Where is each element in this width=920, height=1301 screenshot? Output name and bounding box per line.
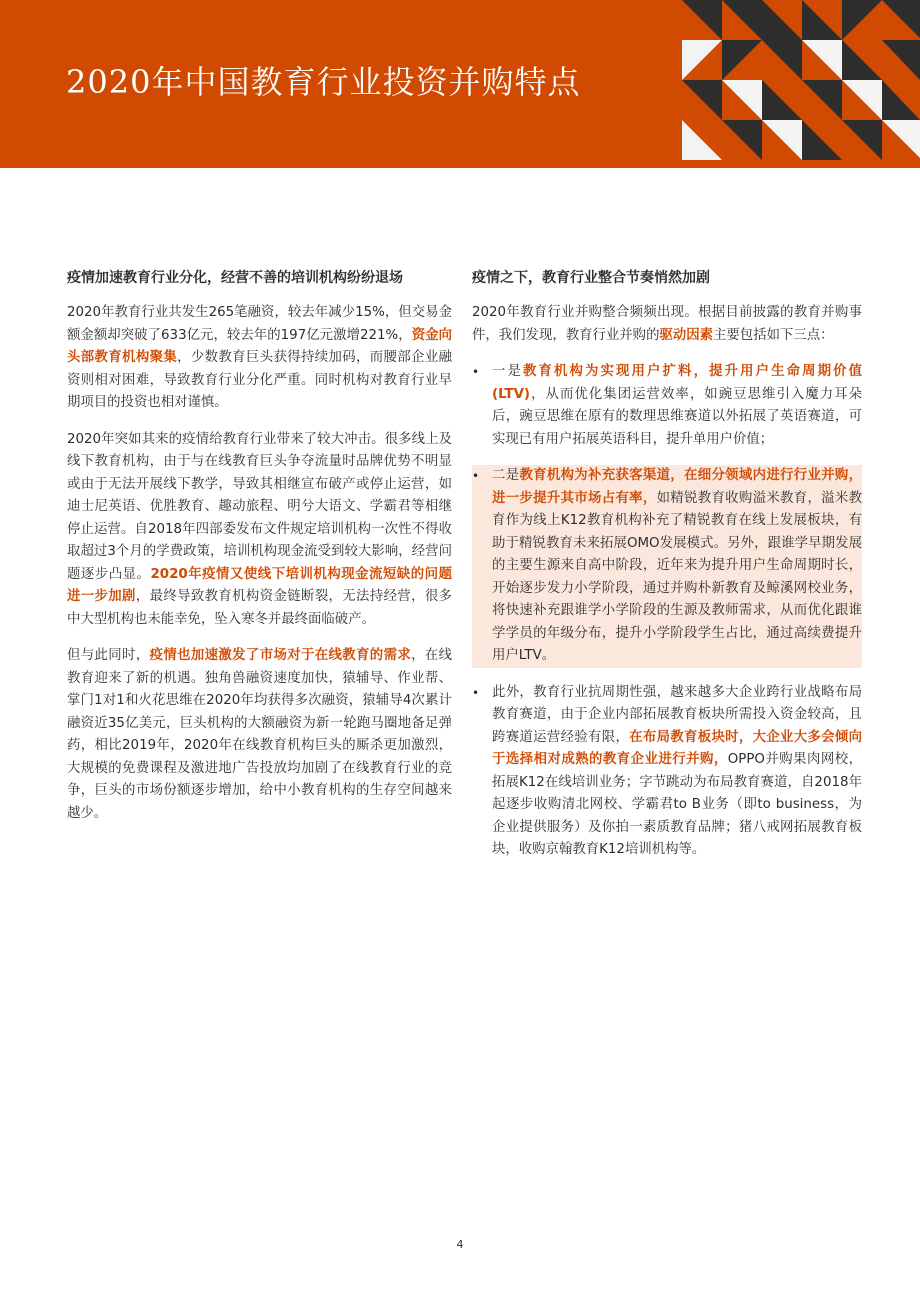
text: ，在线教育迎来了新的机遇。独角兽融资速度加快，猿辅导、作业帮、掌门1对1和火花思维在2020年均获得多次融资，猿辅导4次累计融资近35亿美元，巨头机构的大额融资为新一轮跑马圈地备足弹药，相比2019年，2020年在线教育机构巨头的厮杀更加激烈，大规模的免费课程及激进地广告投放均加剧了在线教育行业的竞争，巨头的市场份额逐步增加，给中小教育机构的生存空间越来越少。: [67, 648, 453, 821]
text: 此外，教育行业抗周期性强，越来越多大企业跨行业战略布局教育赛道，由于企业内部拓展教育板块所需投入资金较高，且跨赛道运营经验有限，: [492, 684, 862, 745]
page-number: 4: [456, 1238, 464, 1251]
highlight: 2020年疫情又使线下培训机构现金流短缺的问题进一步加剧: [67, 566, 452, 604]
paragraph: [67, 429, 452, 632]
text: 2020年教育行业共发生265笔融资，较去年减少15%，但交易金额金额却突破了633亿元，较去年的197亿元激增221%，: [67, 305, 452, 343]
bullet-icon: •: [472, 685, 480, 700]
highlight: 资金向头部教育机构聚集: [67, 327, 453, 365]
section-heading: 疫情之下，教育行业整合节奏悄然加剧: [472, 270, 710, 286]
text: 但与此同时，: [67, 648, 150, 663]
list-item: [472, 465, 862, 668]
text: OPPO并购果肉网校，拓展K12在线培训业务；字节跳动为布局教育赛道，自2018年起逐步收购清北网校、学霸君to B业务（即to business，为企业提供服务）及你拍一素质教育品牌；猪八戒网拓展教育板块，收购京翰教育K12培训机构等。: [492, 752, 863, 857]
text: 主要包括如下三点：: [713, 327, 834, 343]
highlight: 教育机构为补充获客渠道，在细分领域内进行行业并购，进一步提升其市场占有率，: [492, 468, 863, 506]
page-title: 2020年中国教育行业投资并购特点: [66, 63, 581, 101]
bullet-icon: •: [472, 365, 480, 379]
triangle-pattern-decoration: [682, 0, 920, 168]
text: ，从而优化集团运营效率，如豌豆思维引入魔力耳朵后，豌豆思维在原有的数理思维赛道以外拓展了英语赛道，可实现已有用户拓展英语科目，提升单用户价值；: [492, 386, 862, 447]
text: ，最终导致教育机构资金链断裂，无法持经营，很多中大型机构也未能幸免，坠入寒冬并最终面临破产。: [67, 589, 453, 627]
header-banner: [0, 0, 920, 168]
text: ，少数教育巨头获得持续加码，而腰部企业融资则相对困难，导致教育行业分化严重。同时机构对教育行业早期项目的投资也相对谨慎。: [67, 350, 453, 410]
paragraph: [472, 302, 862, 347]
paragraph: [67, 302, 452, 415]
bullet-list: [472, 361, 862, 862]
highlight: 驱动因素: [659, 327, 714, 343]
list-item: [472, 682, 862, 862]
left-column: [67, 268, 452, 839]
bullet-icon: •: [472, 469, 480, 483]
text: 二是: [492, 468, 520, 483]
list-item: [472, 361, 862, 451]
highlight: 教育机构为实现用户扩料，提升用户生命周期价值(LTV): [492, 364, 863, 402]
section-heading: 疫情加速教育行业分化，经营不善的培训机构纷纷退场: [67, 270, 403, 286]
text: 2020年突如其来的疫情给教育行业带来了较大冲击。很多线上及线下教育机构，由于与在线教育巨头争夺流量时品牌优势不明显或由于无法开展线下教学，导致其相继宣布破产或停止运营，如迪士尼英语、优胜教育、趣动旅程、明兮大语文、学霸君等相继停止运营。自2018年四部委发布文件规定培训机构一次性不得收取超过3个月的学费政策，培训机构现金流受到较大影响，经营问题逐步凸显。: [67, 431, 452, 582]
text: 2020年教育行业并购整合频频出现。根据目前披露的教育并购事件，我们发现，教育行业并购的: [472, 305, 862, 343]
highlight: 在布局教育板块时，大企业大多会倾向于选择相对成熟的教育企业进行并购，: [492, 729, 863, 767]
right-column: [472, 268, 862, 876]
text: 一是: [492, 364, 524, 379]
highlight: 疫情也加速激发了市场对于在线教育的需求: [149, 648, 412, 663]
text: 如精锐教育收购溢米教育，溢米教育作为线上K12教育机构补充了精锐教育在线上发展板块，有助于精锐教育未来拓展OMO发展模式。另外，跟谁学早期发展的主要生源来自高中阶段，近年来为提升用户生命周期时长，开始逐步发力小学阶段，通过并购朴新教育及鲸溪网校业务，将快速补充跟谁学小学阶段的生源及教师需求，从而优化跟谁学学员的年级分布，提升小学阶段学生占比，通过高续费提升用户LTV。: [492, 490, 863, 663]
paragraph: [67, 645, 452, 825]
